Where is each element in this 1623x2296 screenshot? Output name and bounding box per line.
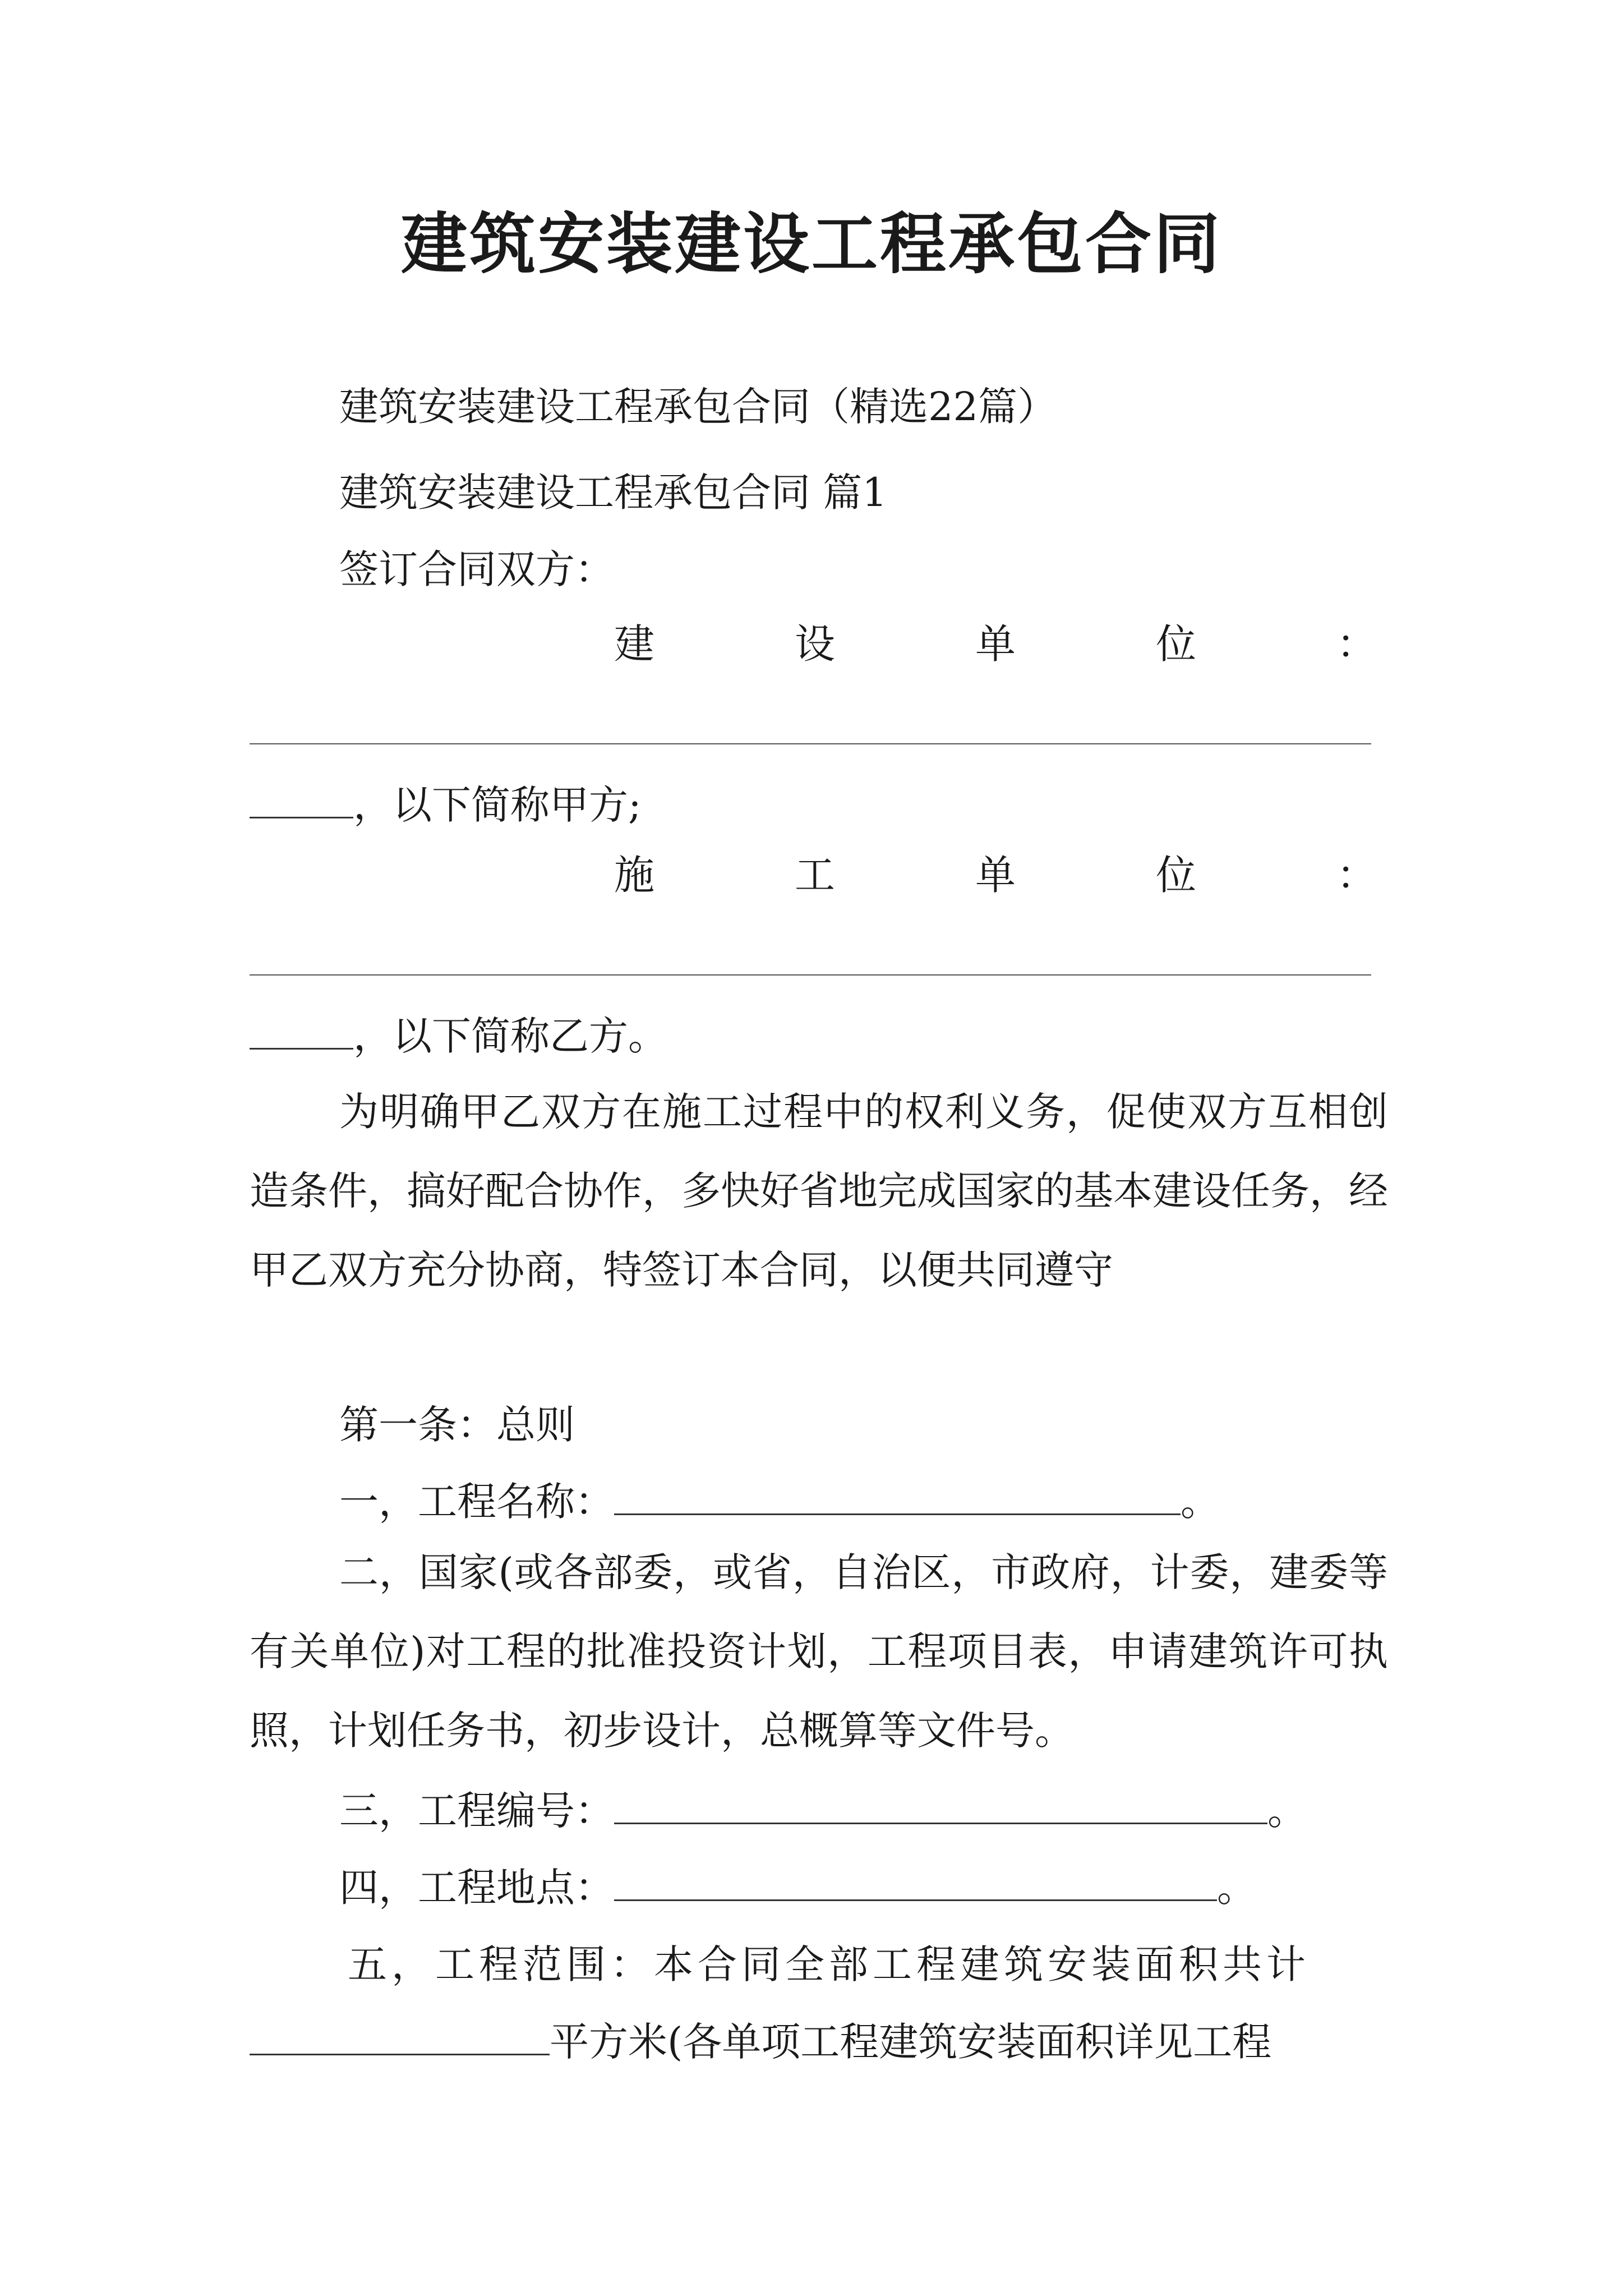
party-a-char: 设	[794, 620, 835, 668]
party-b-char: 工	[794, 852, 835, 899]
party-a-char: 建	[614, 620, 655, 668]
document-title: 建筑安装建设工程承包合同	[400, 205, 1222, 283]
item-3-end: 。	[1267, 1788, 1307, 1834]
preamble-paragraph: 为明确甲乙双方在施工过程中的权利义务，促使双方互相创造条件，搞好配合协作，多快好省地完成国家的基本建设任务，经甲乙双方充分协商，特签订本合同，以便共同遵守	[250, 1089, 1388, 1293]
party-a-char: 位	[1155, 620, 1196, 668]
party-b-suffix: ，以下简称乙方。	[353, 1013, 667, 1059]
party-a-label	[614, 616, 1377, 672]
item-1-label: 一，工程名称：	[339, 1479, 614, 1525]
party-a-suffix: ，以下简称甲方;	[353, 782, 642, 828]
item-3-label: 三，工程编号：	[339, 1788, 614, 1834]
party-a-blank	[250, 782, 353, 818]
party-b-fill-line	[250, 974, 1371, 976]
party-a-fill-line	[250, 743, 1371, 744]
subtitle: 建筑安装建设工程承包合同（精选22篇）	[339, 384, 1057, 430]
section-heading: 建筑安装建设工程承包合同 篇1	[339, 470, 887, 516]
party-a-char: ：	[1336, 620, 1377, 668]
item-4	[339, 1860, 1256, 1916]
party-a-char: 单	[975, 620, 1016, 668]
party-b-char: 位	[1155, 852, 1196, 899]
item-2-paragraph: 二，国家(或各部委，或省，自治区，市政府，计委，建委等有关单位)对工程的批准投资计划，工程项目表，申请建筑许可执照，计划任务书，初步设计，总概算等文件号。	[250, 1549, 1388, 1754]
item-3	[339, 1783, 1307, 1839]
item-1	[339, 1474, 1220, 1530]
item-5-cont: 平方米(各单项工程建筑安装面积详见工程	[550, 2019, 1272, 2065]
party-b-char: 施	[614, 852, 655, 899]
party-b-char: 单	[975, 852, 1016, 899]
parties-label: 签订合同双方：	[339, 546, 614, 592]
item-4-end: 。	[1217, 1865, 1256, 1911]
item-1-end: 。	[1181, 1479, 1220, 1525]
item-4-label: 四，工程地点：	[339, 1865, 614, 1911]
party-b-label	[614, 847, 1377, 903]
item-3-blank	[614, 1788, 1267, 1824]
item-5-line-1: 五，工程范围：本合同全部工程建筑安装面积共计	[348, 1941, 1310, 1987]
item-5-line-2	[250, 2014, 1271, 2070]
item-1-blank	[614, 1479, 1181, 1515]
party-a-line	[250, 777, 642, 833]
party-b-char: ：	[1336, 852, 1377, 899]
party-b-blank	[250, 1013, 353, 1050]
item-4-blank	[614, 1865, 1217, 1901]
party-b-line	[250, 1008, 667, 1064]
article-1-heading: 第一条：总则	[339, 1402, 575, 1448]
item-5-blank	[250, 2019, 550, 2055]
